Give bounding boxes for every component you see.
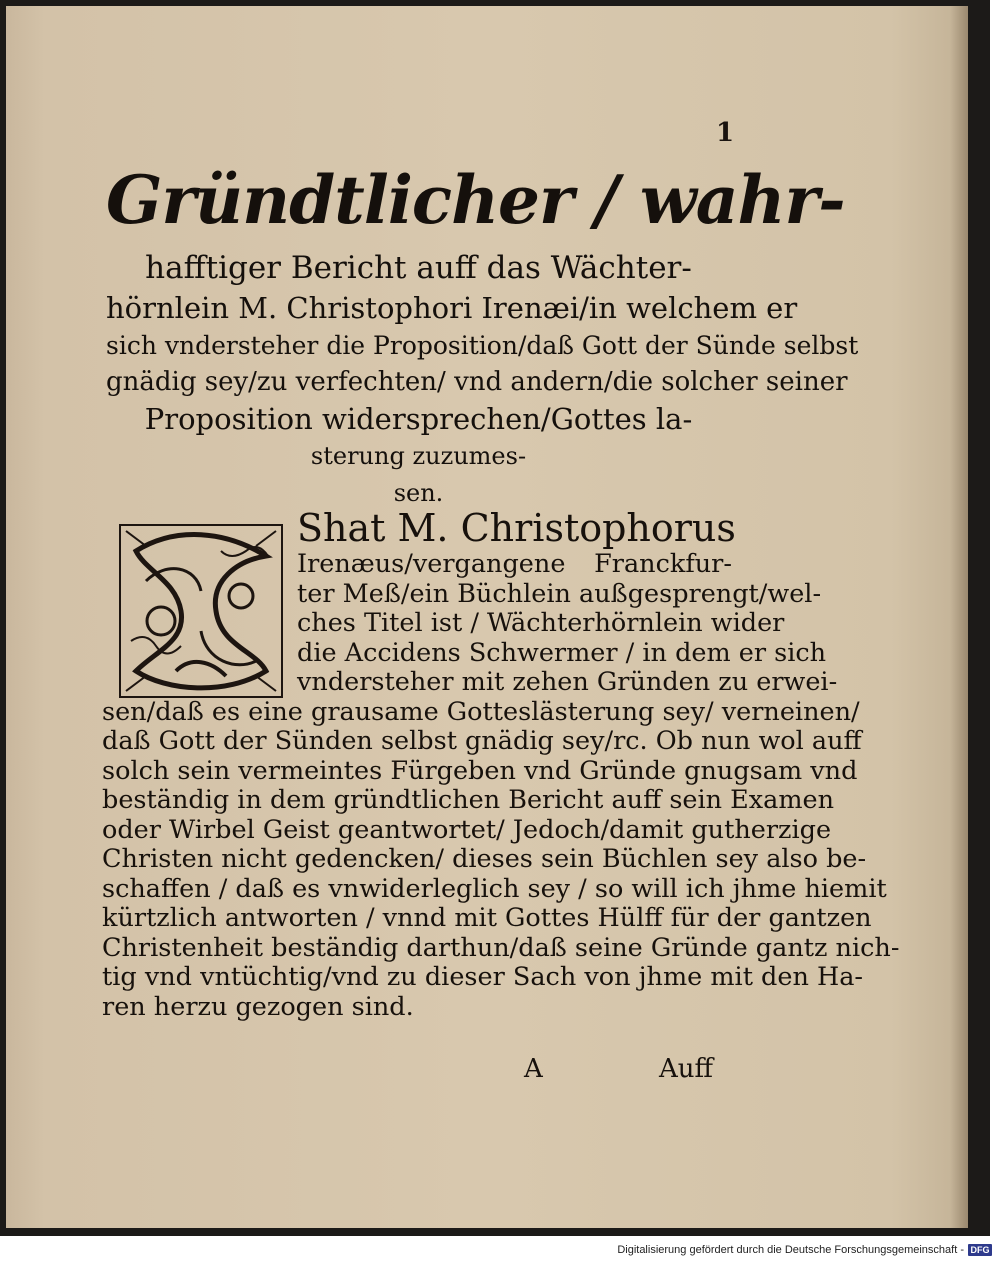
body-first-line: Shat M. Christophorus — [297, 506, 736, 550]
body-line: ches Titel ist / Wächterhörnlein wider — [297, 608, 785, 638]
body-line: die Accidens Schwermer / in dem er sich — [297, 637, 827, 668]
title-headline: Gründtlicher / wahr- — [106, 161, 845, 239]
page-number: 1 — [716, 118, 735, 148]
body-line: vndersteher mit zehen Gründen zu erwei- — [297, 667, 838, 697]
body-line: tig vnd vntüchtig/vnd zu dieser Sach von jhme mit den Ha- — [102, 962, 864, 992]
title-line: Proposition widersprechen/Gottes la- — [144, 402, 693, 436]
body-line: Christen nicht gedencken/ dieses sein Büchlen sey also be- — [102, 844, 867, 874]
body-line: ter Meß/ein Büchlein außgesprengt/wel- — [297, 578, 822, 609]
body-line: sen/daß es eine grausame Gotteslästerung sey/ verneinen/ — [102, 696, 860, 727]
body-line: oder Wirbel Geist geantwortet/ Jedoch/damit gutherzige — [102, 814, 832, 845]
title-line: sen. — [393, 479, 444, 507]
body-line: solch sein vermeintes Fürgeben vnd Gründe gnugsam vnd — [102, 755, 858, 786]
body-line: daß Gott der Sünden selbst gnädig sey/rc. Ob nun wol auff — [102, 726, 862, 756]
digitization-credit: Digitalisierung gefördert durch die Deutsche Forschungsgemeinschaft - — [617, 1244, 964, 1256]
body-last-line: ren herzu gezogen sind. — [102, 991, 414, 1022]
title-line: gnädig sey/zu verfechten/ vnd andern/die solcher seiner — [106, 367, 848, 397]
title-line: sterung zuzumes- — [310, 442, 527, 470]
title-line: hafftiger Bericht auff das Wächter- — [145, 250, 692, 286]
signature-mark: A — [524, 1054, 543, 1084]
book-page — [6, 6, 968, 1228]
body-line: Christenheit beständig darthun/daß seine Gründe gantz nich- — [102, 932, 900, 963]
body-text — [102, 506, 900, 1022]
title-line: sich vndersteher die Proposition/daß Gott der Sünde selbst — [106, 331, 859, 360]
body-line: kürtzlich antworten / vnnd mit Gottes Hülff für der gantzen — [102, 903, 872, 933]
catchword: Auff — [659, 1054, 713, 1084]
page-edge-shadow — [950, 6, 968, 1228]
title-line: hörnlein M. Christophori Irenæi/in welchem er — [106, 291, 798, 325]
body-line: Irenæus/vergangene Franckfur- — [297, 549, 732, 579]
dfg-logo-icon: DFG — [968, 1244, 992, 1256]
title-block — [106, 154, 859, 512]
body-line: schaffen / daß es vnwiderleglich sey / so will ich jhme hiemit — [102, 873, 887, 904]
body-line: beständig in dem gründtlichen Bericht auff sein Examen — [102, 785, 835, 815]
